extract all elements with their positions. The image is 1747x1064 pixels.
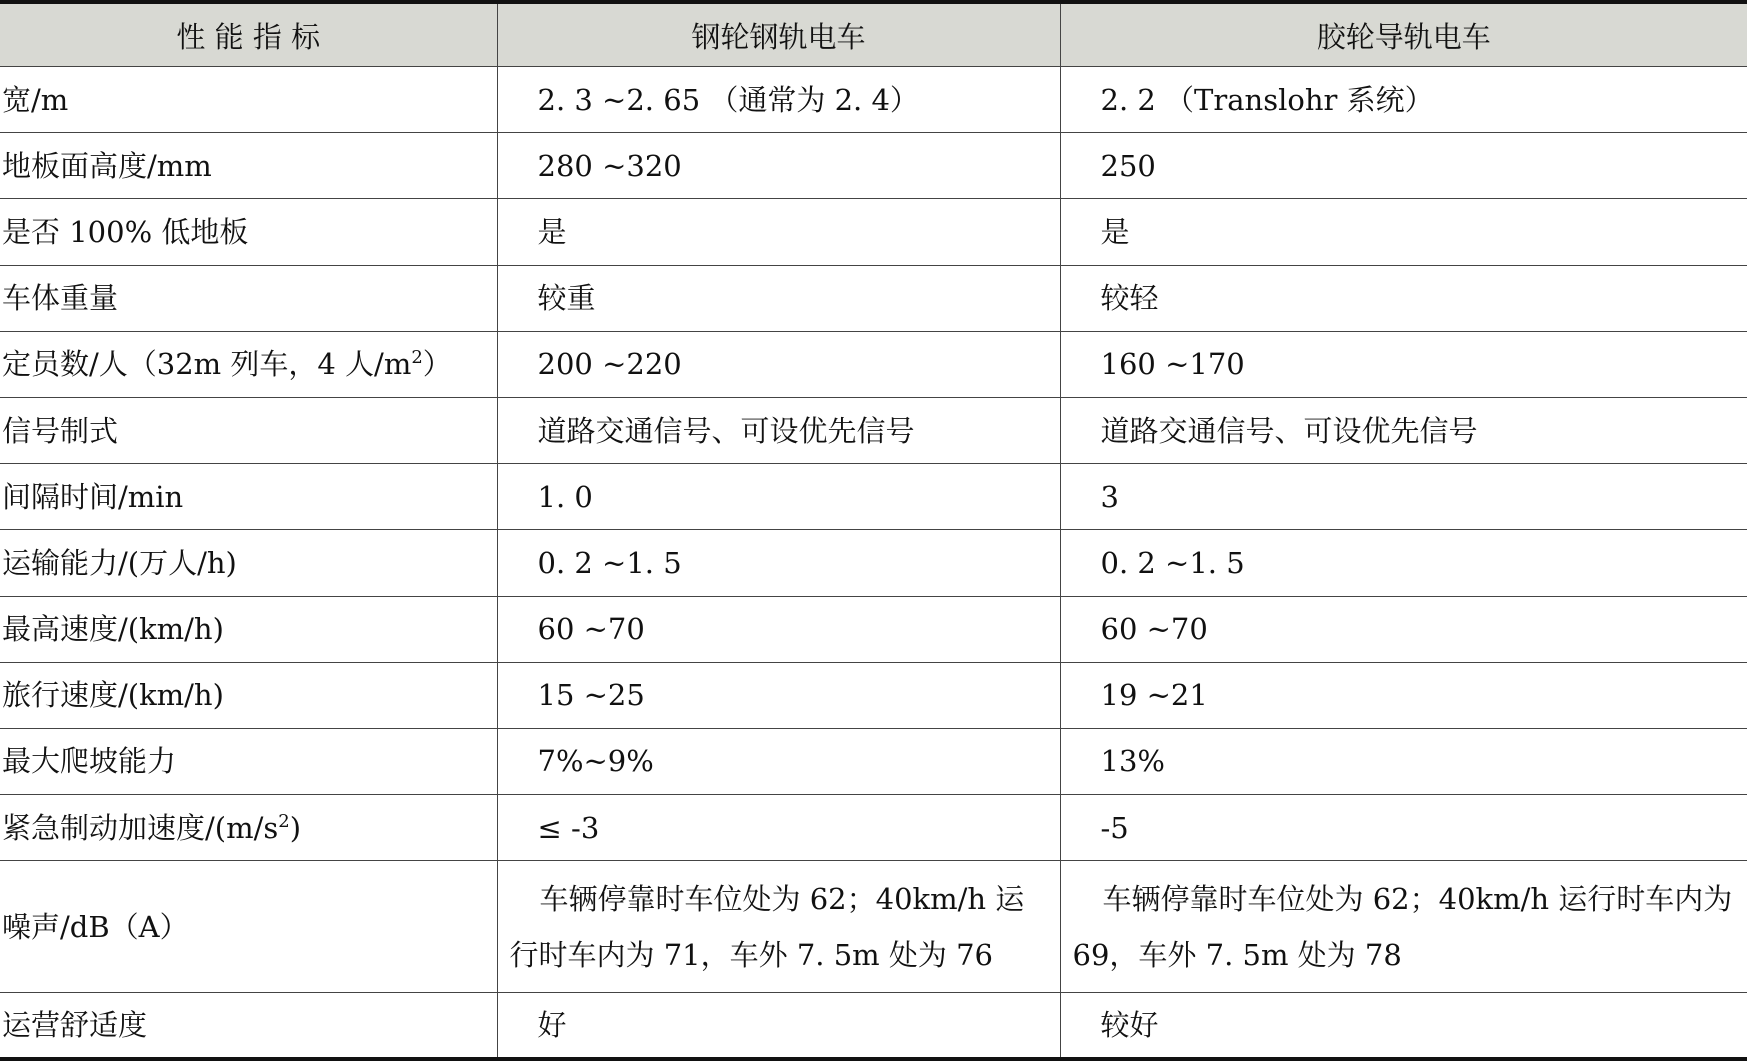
steel-value: 好 <box>497 993 1060 1059</box>
steel-value: 15 ~25 <box>497 662 1060 728</box>
steel-value: 200 ~220 <box>497 331 1060 397</box>
table-row <box>0 67 1747 133</box>
metric-travel-speed: 旅行速度/(km/h) <box>0 662 497 728</box>
metric-signal-system: 信号制式 <box>0 397 497 463</box>
table-row <box>0 199 1747 265</box>
rubber-value: 是 <box>1060 199 1747 265</box>
rubber-value: 3 <box>1060 464 1747 530</box>
rubber-value: -5 <box>1060 795 1747 861</box>
metric-emergency-braking <box>0 795 497 861</box>
steel-value: 车辆停靠时车位处为 62；40km/h 运行时车内为 71，车外 7. 5m 处为 76 <box>497 861 1060 993</box>
metric-text: 紧急制动加速度/(m/s <box>2 810 279 845</box>
metric-body-weight: 车体重量 <box>0 265 497 331</box>
metric-capacity <box>0 331 497 397</box>
rubber-value: 0. 2 ~1. 5 <box>1060 530 1747 596</box>
steel-value: 0. 2 ~1. 5 <box>497 530 1060 596</box>
steel-value: 较重 <box>497 265 1060 331</box>
header-steel-wheel-tram: 钢轮钢轨电车 <box>497 2 1060 67</box>
table-row <box>0 331 1747 397</box>
metric-text-end: ） <box>422 347 452 382</box>
header-rubber-tyre-tram: 胶轮导轨电车 <box>1060 2 1747 67</box>
rubber-value: 19 ~21 <box>1060 662 1747 728</box>
rubber-value: 车辆停靠时车位处为 62；40km/h 运行时车内为 69，车外 7. 5m 处为 78 <box>1060 861 1747 993</box>
table-row <box>0 133 1747 199</box>
steel-value: 280 ~320 <box>497 133 1060 199</box>
rubber-value: 道路交通信号、可设优先信号 <box>1060 397 1747 463</box>
steel-value: 60 ~70 <box>497 596 1060 662</box>
steel-value: ≤ -3 <box>497 795 1060 861</box>
rubber-value: 13% <box>1060 728 1747 794</box>
table-row <box>0 993 1747 1059</box>
table-row <box>0 795 1747 861</box>
metric-headway: 间隔时间/min <box>0 464 497 530</box>
rubber-value: 60 ~70 <box>1060 596 1747 662</box>
table-row <box>0 861 1747 993</box>
rubber-value: 2. 2 （Translohr 系统） <box>1060 67 1747 133</box>
metric-text: 定员数/人（32m 列车，4 人/m <box>2 347 412 382</box>
rubber-value: 250 <box>1060 133 1747 199</box>
steel-value: 1. 0 <box>497 464 1060 530</box>
metric-max-gradient: 最大爬坡能力 <box>0 728 497 794</box>
metric-comfort: 运营舒适度 <box>0 993 497 1059</box>
rubber-value: 较轻 <box>1060 265 1747 331</box>
metric-width: 宽/m <box>0 67 497 133</box>
rubber-value: 160 ~170 <box>1060 331 1747 397</box>
metric-floor-height: 地板面高度/mm <box>0 133 497 199</box>
table-row <box>0 397 1747 463</box>
steel-value: 是 <box>497 199 1060 265</box>
header-metric: 性 能 指 标 <box>0 2 497 67</box>
steel-value: 道路交通信号、可设优先信号 <box>497 397 1060 463</box>
steel-value: 7%~9% <box>497 728 1060 794</box>
metric-text-end: ) <box>289 810 302 845</box>
table-row <box>0 728 1747 794</box>
metric-low-floor: 是否 100% 低地板 <box>0 199 497 265</box>
metric-transport-capacity: 运输能力/(万人/h) <box>0 530 497 596</box>
table-row <box>0 464 1747 530</box>
table-row <box>0 530 1747 596</box>
metric-max-speed: 最高速度/(km/h) <box>0 596 497 662</box>
metric-noise: 噪声/dB（A） <box>0 861 497 993</box>
table-row <box>0 662 1747 728</box>
table-body <box>0 67 1747 1059</box>
steel-value: 2. 3 ~2. 65 （通常为 2. 4） <box>497 67 1060 133</box>
header-row <box>0 2 1747 67</box>
table-header <box>0 2 1747 67</box>
rubber-value: 较好 <box>1060 993 1747 1059</box>
table-row <box>0 265 1747 331</box>
superscript: 2 <box>411 347 423 369</box>
superscript: 2 <box>278 810 290 832</box>
table-row <box>0 596 1747 662</box>
